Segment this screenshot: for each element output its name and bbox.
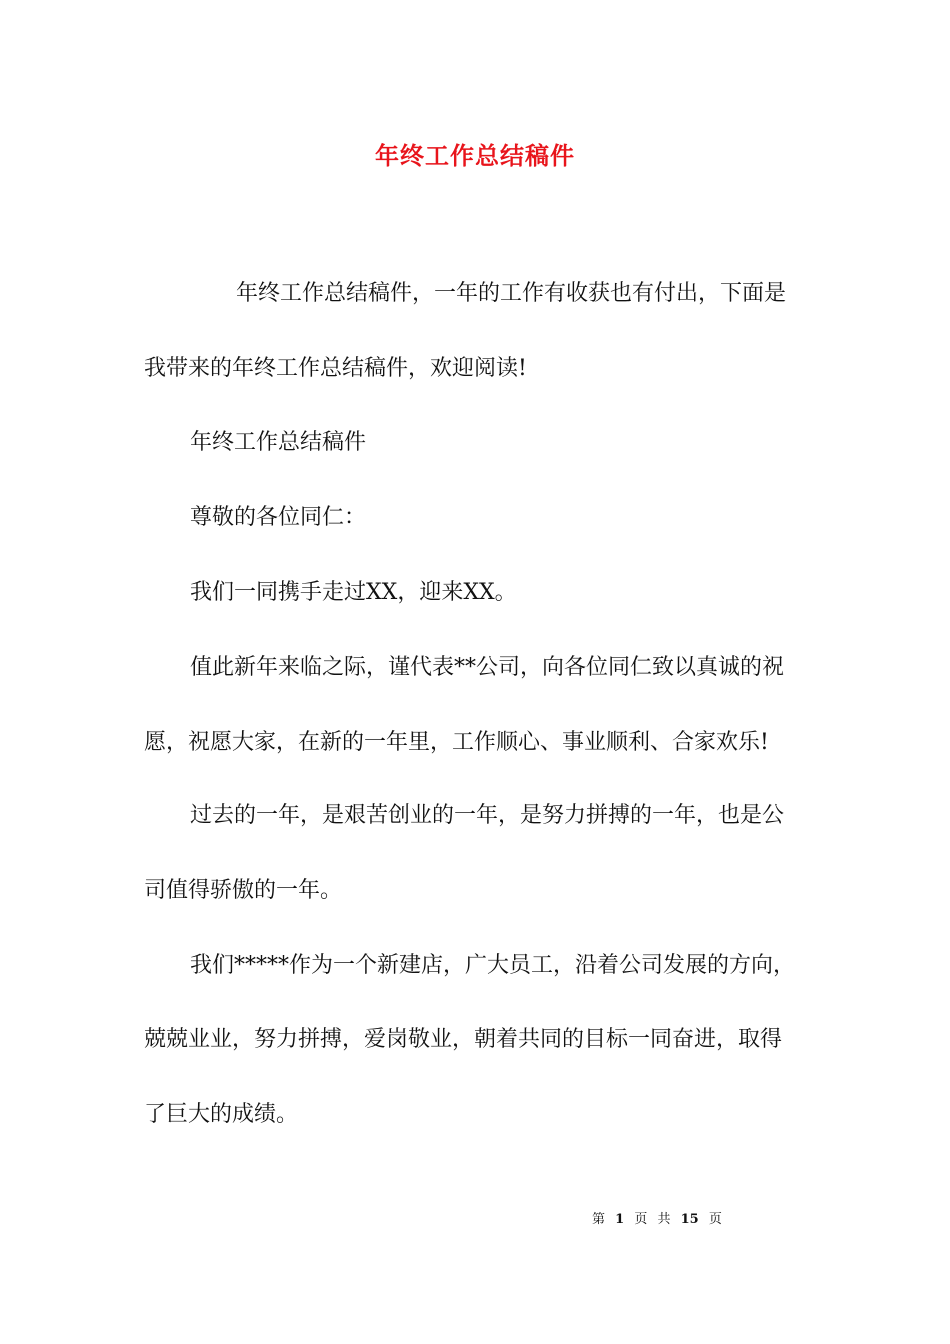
document-title: 年终工作总结稿件 (375, 141, 575, 170)
paragraph-line: 过去的一年，是艰苦创业的一年，是努力拼搏的一年，也是公 (190, 803, 785, 828)
paragraph-line: 尊敬的各位同仁： (190, 505, 367, 530)
paragraph-line: 司值得骄傲的一年。 (144, 878, 343, 903)
paragraph-line: 我带来的年终工作总结稿件，欢迎阅读! (144, 356, 527, 381)
paragraph-line: 我们一同携手走过XX，迎来XX。 (190, 580, 517, 605)
page-footer (592, 1208, 722, 1227)
paragraph-line: 愿，祝愿大家，在新的一年里，工作顺心、事业顺利、合家欢乐! (144, 730, 769, 755)
footer-total-pages: 15 (680, 1212, 699, 1227)
paragraph-line: 年终工作总结稿件 (190, 430, 367, 455)
footer-suffix: 页 (708, 1212, 722, 1227)
paragraph-line: 兢兢业业，努力拼搏，爱岗敬业，朝着共同的目标一同奋进，取得 (144, 1027, 783, 1052)
paragraph-line: 年终工作总结稿件，一年的工作有收获也有付出，下面是 (236, 281, 787, 306)
footer-middle: 页 共 (634, 1212, 671, 1227)
paragraph-line: 值此新年来临之际，谨代表**公司，向各位同仁致以真诚的祝 (190, 655, 785, 680)
paragraph-line: 了巨大的成绩。 (144, 1102, 299, 1127)
footer-prefix: 第 (592, 1212, 606, 1227)
footer-page-number: 1 (615, 1212, 625, 1227)
paragraph-line: 我们*****作为一个新建店，广大员工，沿着公司发展的方向， (190, 953, 796, 978)
